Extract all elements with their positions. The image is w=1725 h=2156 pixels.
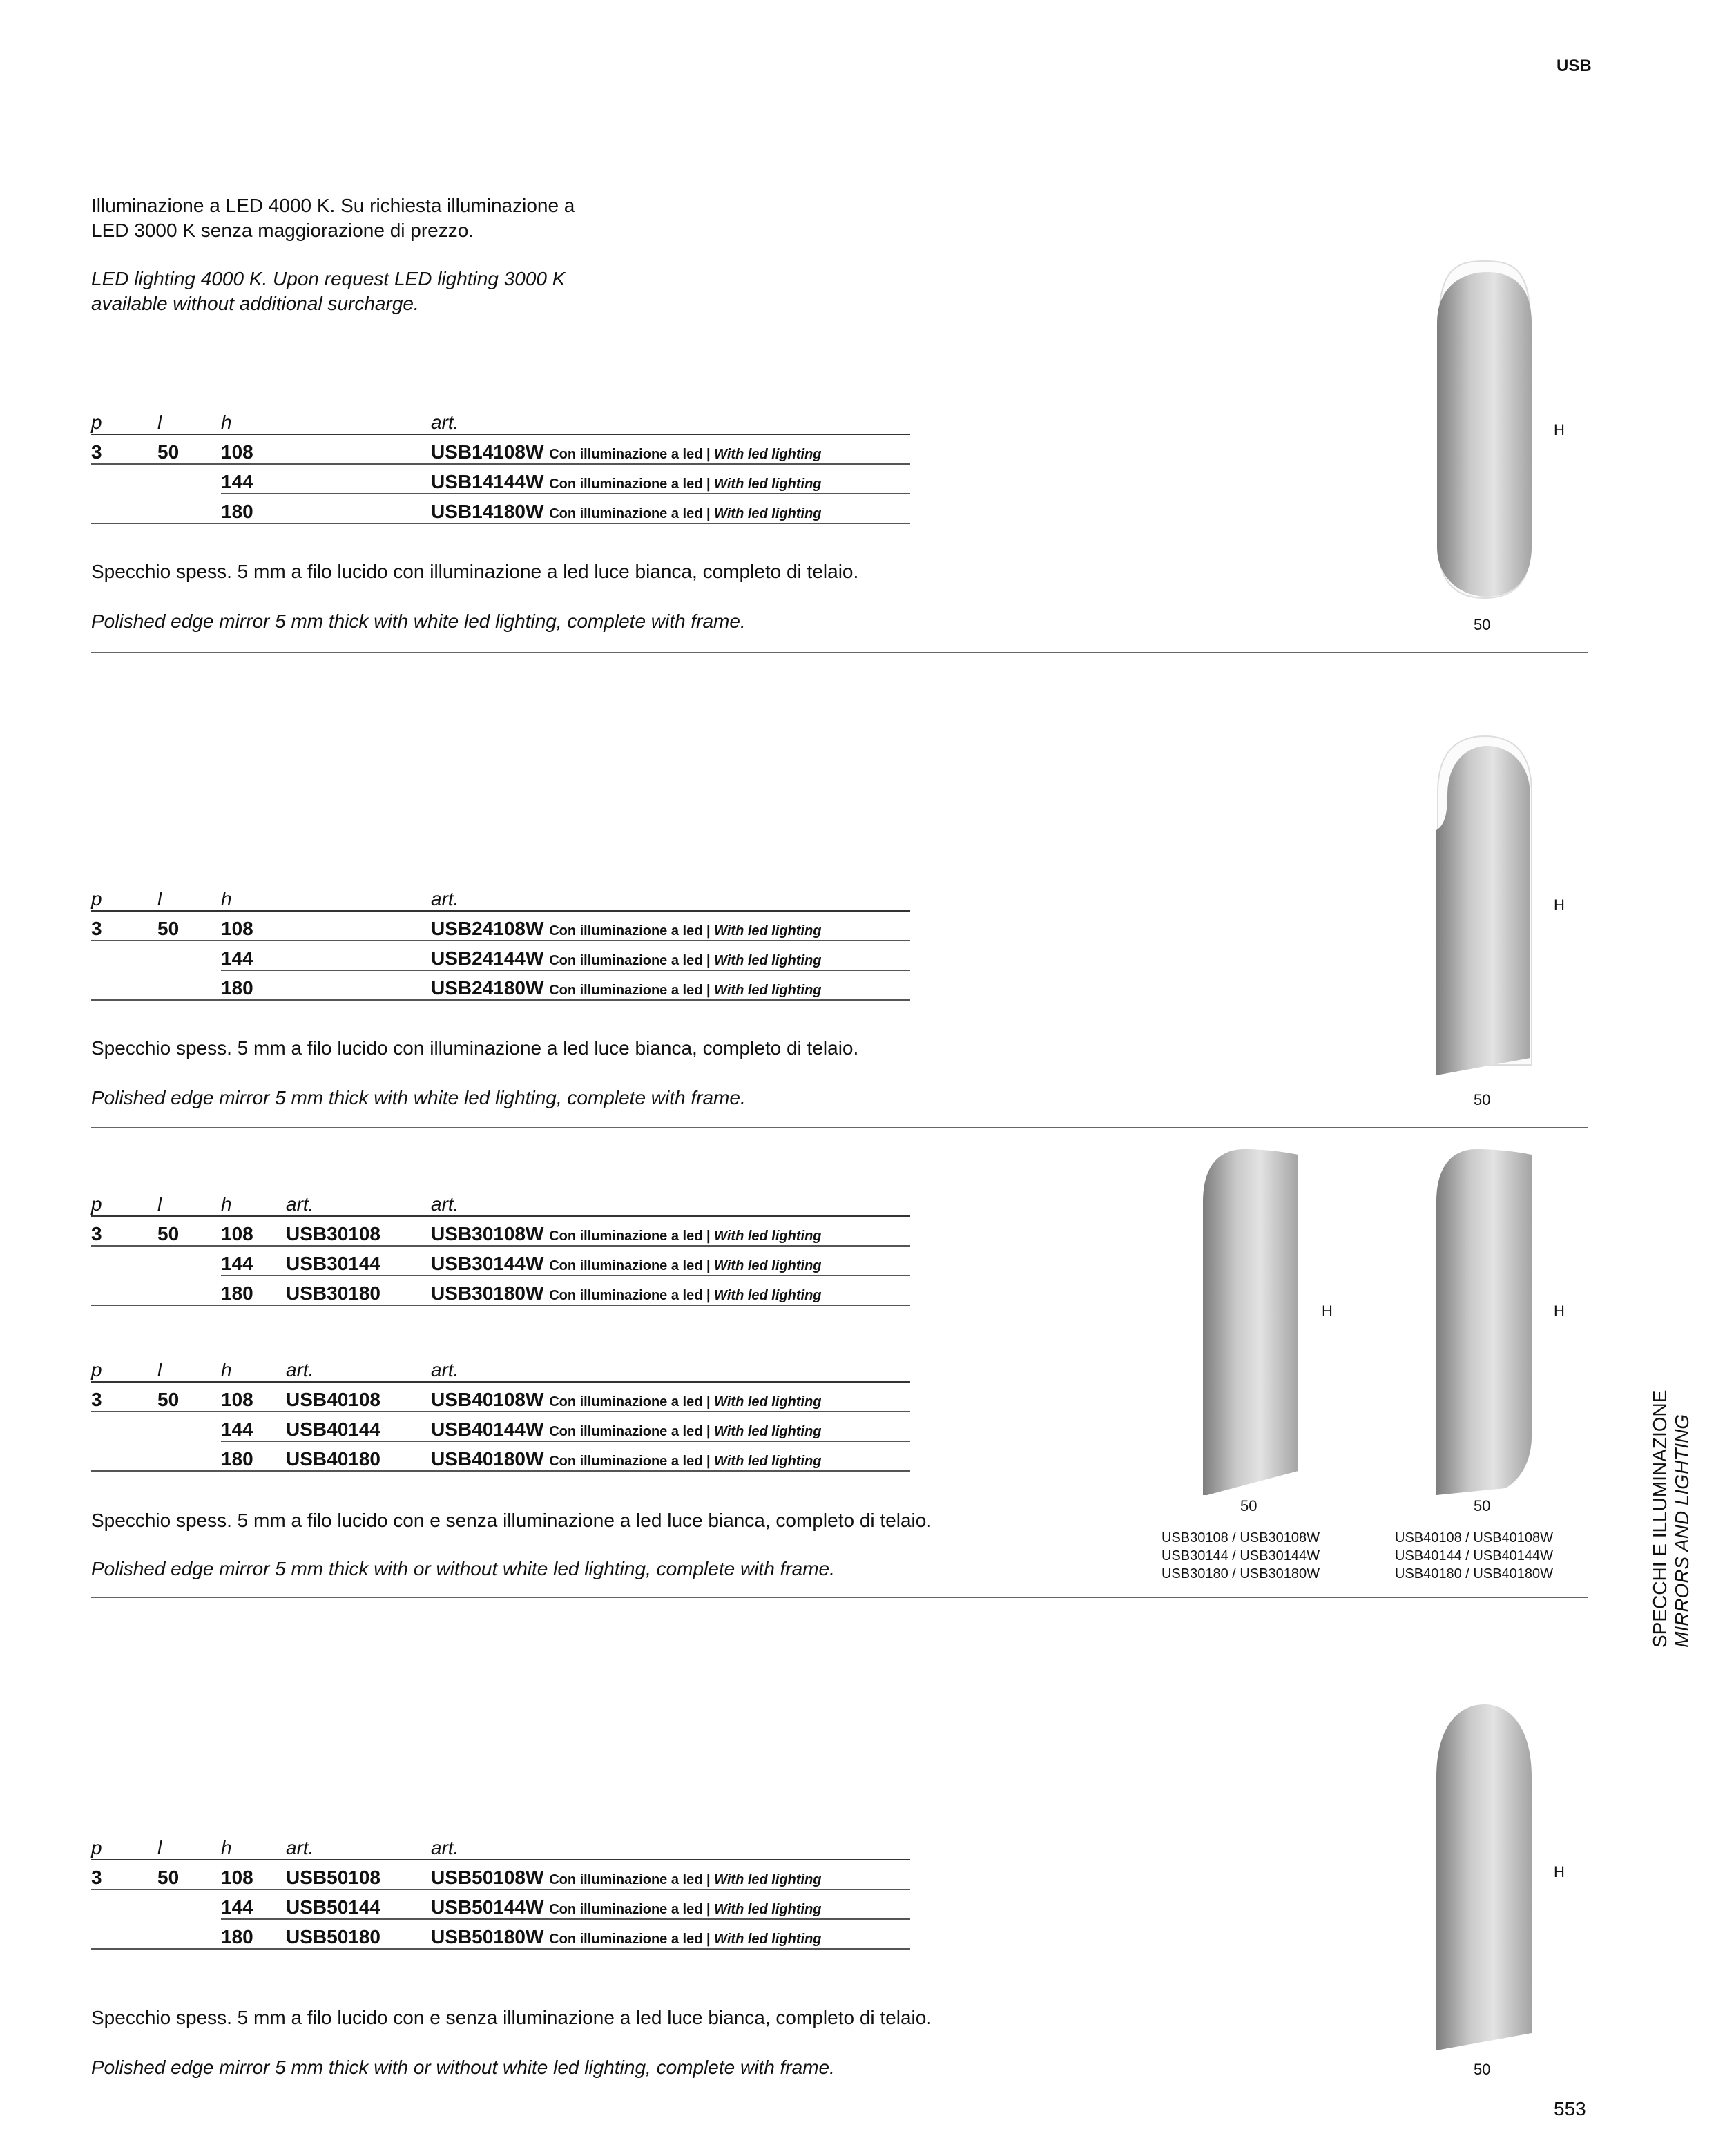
col-l-header: l xyxy=(157,1831,221,1860)
col-art-header: art. xyxy=(286,1831,431,1860)
header-product-code: USB xyxy=(1557,57,1592,75)
description-english: Polished edge mirror 5 mm thick with white led lighting, complete with frame. xyxy=(91,1087,746,1108)
dimension-height-label: H xyxy=(1554,1302,1565,1320)
col-p-header: p xyxy=(91,406,157,434)
col-art-header: art. xyxy=(286,1188,431,1216)
led-it-label: Con illuminazione a led | xyxy=(549,447,711,462)
intro-en-line2: available without additional surcharge. xyxy=(91,293,419,314)
dimension-width-label: 50 xyxy=(1474,1497,1491,1514)
led-en-label: With led lighting xyxy=(714,1454,822,1469)
cell-art-led xyxy=(431,1382,910,1412)
led-it-label: Con illuminazione a led | xyxy=(549,1288,711,1303)
led-it-label: Con illuminazione a led | xyxy=(549,1258,711,1273)
cell-h: 108 xyxy=(221,911,286,941)
led-it-label: Con illuminazione a led | xyxy=(549,1394,711,1409)
table-row xyxy=(91,1246,910,1276)
led-en-label: With led lighting xyxy=(714,1902,822,1917)
led-en-label: With led lighting xyxy=(714,477,822,492)
table-row xyxy=(91,494,910,523)
section-divider xyxy=(91,652,1588,653)
cell-art: USB40180 xyxy=(286,1441,431,1471)
art-code: USB24180W xyxy=(431,977,544,999)
description-english: Polished edge mirror 5 mm thick with or without white led lighting, complete with frame. xyxy=(91,2057,835,2078)
page-number: 553 xyxy=(1554,2098,1586,2119)
led-en-label: With led lighting xyxy=(714,447,822,462)
art-code: USB40108W xyxy=(431,1389,544,1410)
caption-usb30 xyxy=(1162,1529,1320,1583)
intro-italian xyxy=(91,193,616,243)
cell-p: 3 xyxy=(91,1860,157,1889)
led-it-label: Con illuminazione a led | xyxy=(549,1454,711,1469)
cell-p: 3 xyxy=(91,1216,157,1246)
cell-art-led xyxy=(431,1412,910,1441)
cell-h: 180 xyxy=(221,970,286,1000)
led-en-label: With led lighting xyxy=(714,1424,822,1439)
table-row xyxy=(91,434,910,464)
spec-table-usb24 xyxy=(91,883,910,1001)
spec-table-usb50 xyxy=(91,1831,910,1950)
table-row xyxy=(91,1889,910,1919)
side-category-label xyxy=(1649,1390,1693,1648)
caption-line: USB30144 / USB30144W xyxy=(1162,1548,1320,1563)
cell-l: 50 xyxy=(157,434,221,464)
cell-p: 3 xyxy=(91,434,157,464)
cell-empty xyxy=(286,941,431,970)
mirror-illustration-usb30 xyxy=(1202,1146,1305,1499)
led-it-label: Con illuminazione a led | xyxy=(549,1424,711,1439)
cell-empty xyxy=(286,464,431,494)
art-code: USB24144W xyxy=(431,947,544,969)
led-it-label: Con illuminazione a led | xyxy=(549,923,711,939)
led-en-label: With led lighting xyxy=(714,1394,822,1409)
cell-art: USB30180 xyxy=(286,1276,431,1305)
caption-line: USB40180 / USB40180W xyxy=(1395,1566,1554,1581)
led-en-label: With led lighting xyxy=(714,953,822,968)
cell-h: 108 xyxy=(221,434,286,464)
mirror-illustration-usb40 xyxy=(1434,1146,1537,1499)
led-en-label: With led lighting xyxy=(714,1288,822,1303)
cell-art: USB30144 xyxy=(286,1246,431,1276)
mirror-illustration-usb24 xyxy=(1434,733,1537,1079)
art-code: USB40144W xyxy=(431,1418,544,1440)
cell-h: 108 xyxy=(221,1382,286,1412)
led-it-label: Con illuminazione a led | xyxy=(549,506,711,521)
cell-art: USB30108 xyxy=(286,1216,431,1246)
col-empty-header xyxy=(286,406,431,434)
col-p-header: p xyxy=(91,1188,157,1216)
cell-h: 144 xyxy=(221,1412,286,1441)
side-label-english: MIRRORS AND LIGHTING xyxy=(1671,1414,1693,1648)
side-label-italian: SPECCHI E ILLUMINAZIONE xyxy=(1649,1389,1670,1648)
description-english: Polished edge mirror 5 mm thick with or without white led lighting, complete with frame. xyxy=(91,1558,835,1579)
intro-it-line1: Illuminazione a LED 4000 K. Su richiesta illuminazione a xyxy=(91,195,575,216)
caption-line: USB30180 / USB30180W xyxy=(1162,1566,1320,1581)
cell-art: USB50144 xyxy=(286,1889,431,1919)
art-code: USB30180W xyxy=(431,1282,544,1304)
cell-art-led xyxy=(431,464,910,494)
col-l-header: l xyxy=(157,883,221,911)
table-row xyxy=(91,1441,910,1471)
cell-art-led xyxy=(431,970,910,1000)
dimension-height-label: H xyxy=(1322,1302,1333,1320)
led-it-label: Con illuminazione a led | xyxy=(549,1932,711,1947)
cell-h: 144 xyxy=(221,941,286,970)
description-italian: Specchio spess. 5 mm a filo lucido con illuminazione a led luce bianca, completo di telaio. xyxy=(91,561,859,582)
led-en-label: With led lighting xyxy=(714,1872,822,1887)
cell-art-led xyxy=(431,911,910,941)
intro-english xyxy=(91,267,616,316)
table-row xyxy=(91,1412,910,1441)
cell-empty xyxy=(286,434,431,464)
cell-h: 108 xyxy=(221,1216,286,1246)
table-row xyxy=(91,941,910,970)
led-it-label: Con illuminazione a led | xyxy=(549,477,711,492)
table-row xyxy=(91,464,910,494)
col-h-header: h xyxy=(221,1188,286,1216)
col-l-header: l xyxy=(157,1188,221,1216)
dimension-height-label: H xyxy=(1554,896,1565,914)
col-l-header: l xyxy=(157,406,221,434)
cell-art-led xyxy=(431,1919,910,1949)
art-code: USB14108W xyxy=(431,441,544,463)
art-code: USB24108W xyxy=(431,918,544,939)
art-code: USB40180W xyxy=(431,1448,544,1470)
cell-empty xyxy=(286,970,431,1000)
table-row xyxy=(91,1382,910,1412)
led-en-label: With led lighting xyxy=(714,506,822,521)
col-art-led-header: art. xyxy=(431,1354,910,1382)
table-row xyxy=(91,911,910,941)
dimension-width-label: 50 xyxy=(1474,2061,1491,2078)
intro-it-line2: LED 3000 K senza maggiorazione di prezzo. xyxy=(91,220,474,241)
cell-art-led xyxy=(431,1246,910,1276)
cell-art: USB50108 xyxy=(286,1860,431,1889)
cell-empty xyxy=(286,911,431,941)
cell-h: 180 xyxy=(221,1441,286,1471)
table-row xyxy=(91,1860,910,1889)
led-it-label: Con illuminazione a led | xyxy=(549,953,711,968)
cell-l: 50 xyxy=(157,1216,221,1246)
cell-p: 3 xyxy=(91,1382,157,1412)
cell-l: 50 xyxy=(157,1860,221,1889)
art-code: USB50180W xyxy=(431,1926,544,1947)
description-italian: Specchio spess. 5 mm a filo lucido con e senza illuminazione a led luce bianca, completo di telaio. xyxy=(91,1510,932,1531)
intro-en-line1: LED lighting 4000 K. Upon request LED lighting 3000 K xyxy=(91,268,566,289)
col-p-header: p xyxy=(91,1831,157,1860)
description-english: Polished edge mirror 5 mm thick with white led lighting, complete with frame. xyxy=(91,610,746,632)
dimension-width-label: 50 xyxy=(1474,1091,1491,1108)
cell-p: 3 xyxy=(91,911,157,941)
col-art-header: art. xyxy=(286,1354,431,1382)
cell-art-led xyxy=(431,1441,910,1471)
mirror-illustration-usb50 xyxy=(1434,1702,1537,2054)
table-row xyxy=(91,1919,910,1949)
art-code: USB14180W xyxy=(431,501,544,522)
dimension-width-label: 50 xyxy=(1474,616,1491,633)
section-divider xyxy=(91,1597,1588,1598)
spec-table-usb40 xyxy=(91,1354,910,1472)
led-it-label: Con illuminazione a led | xyxy=(549,1872,711,1887)
col-h-header: h xyxy=(221,883,286,911)
dimension-width-label: 50 xyxy=(1240,1497,1257,1514)
cell-art-led xyxy=(431,1860,910,1889)
led-en-label: With led lighting xyxy=(714,1258,822,1273)
led-en-label: With led lighting xyxy=(714,1932,822,1947)
cell-art-led xyxy=(431,941,910,970)
cell-l: 50 xyxy=(157,911,221,941)
col-art-header: art. xyxy=(431,883,910,911)
led-en-label: With led lighting xyxy=(714,923,822,939)
description-italian: Specchio spess. 5 mm a filo lucido con e senza illuminazione a led luce bianca, completo di telaio. xyxy=(91,2007,932,2028)
led-it-label: Con illuminazione a led | xyxy=(549,983,711,998)
caption-usb40 xyxy=(1395,1529,1553,1583)
spec-table-usb14 xyxy=(91,406,910,524)
col-h-header: h xyxy=(221,1831,286,1860)
caption-line: USB40144 / USB40144W xyxy=(1395,1548,1554,1563)
cell-h: 144 xyxy=(221,1246,286,1276)
art-code: USB14144W xyxy=(431,471,544,492)
cell-art: USB50180 xyxy=(286,1919,431,1949)
cell-h: 144 xyxy=(221,1889,286,1919)
led-en-label: With led lighting xyxy=(714,1229,822,1244)
col-h-header: h xyxy=(221,406,286,434)
cell-l: 50 xyxy=(157,1382,221,1412)
col-art-header: art. xyxy=(431,406,910,434)
cell-art: USB40144 xyxy=(286,1412,431,1441)
col-l-header: l xyxy=(157,1354,221,1382)
caption-line: USB30108 / USB30108W xyxy=(1162,1530,1320,1546)
cell-h: 180 xyxy=(221,1919,286,1949)
art-code: USB50144W xyxy=(431,1896,544,1918)
led-it-label: Con illuminazione a led | xyxy=(549,1902,711,1917)
table-row xyxy=(91,1216,910,1246)
dimension-height-label: H xyxy=(1554,421,1565,439)
art-code: USB30108W xyxy=(431,1223,544,1244)
dimension-height-label: H xyxy=(1554,1863,1565,1880)
spec-table-usb30 xyxy=(91,1188,910,1306)
cell-art-led xyxy=(431,1216,910,1246)
col-p-header: p xyxy=(91,883,157,911)
led-it-label: Con illuminazione a led | xyxy=(549,1229,711,1244)
col-p-header: p xyxy=(91,1354,157,1382)
cell-empty xyxy=(286,494,431,523)
led-en-label: With led lighting xyxy=(714,983,822,998)
cell-art-led xyxy=(431,1276,910,1305)
art-code: USB50108W xyxy=(431,1867,544,1888)
cell-h: 180 xyxy=(221,494,286,523)
description-italian: Specchio spess. 5 mm a filo lucido con illuminazione a led luce bianca, completo di telaio. xyxy=(91,1037,859,1059)
col-empty-header xyxy=(286,883,431,911)
cell-h: 180 xyxy=(221,1276,286,1305)
table-row xyxy=(91,1276,910,1305)
cell-art-led xyxy=(431,494,910,523)
col-art-led-header: art. xyxy=(431,1831,910,1860)
table-row xyxy=(91,970,910,1000)
cell-art-led xyxy=(431,1889,910,1919)
cell-h: 108 xyxy=(221,1860,286,1889)
caption-line: USB40108 / USB40108W xyxy=(1395,1530,1554,1546)
col-art-led-header: art. xyxy=(431,1188,910,1216)
cell-art: USB40108 xyxy=(286,1382,431,1412)
mirror-illustration-usb14 xyxy=(1434,260,1537,605)
col-h-header: h xyxy=(221,1354,286,1382)
section-divider xyxy=(91,1127,1588,1128)
cell-h: 144 xyxy=(221,464,286,494)
art-code: USB30144W xyxy=(431,1253,544,1274)
cell-art-led xyxy=(431,434,910,464)
